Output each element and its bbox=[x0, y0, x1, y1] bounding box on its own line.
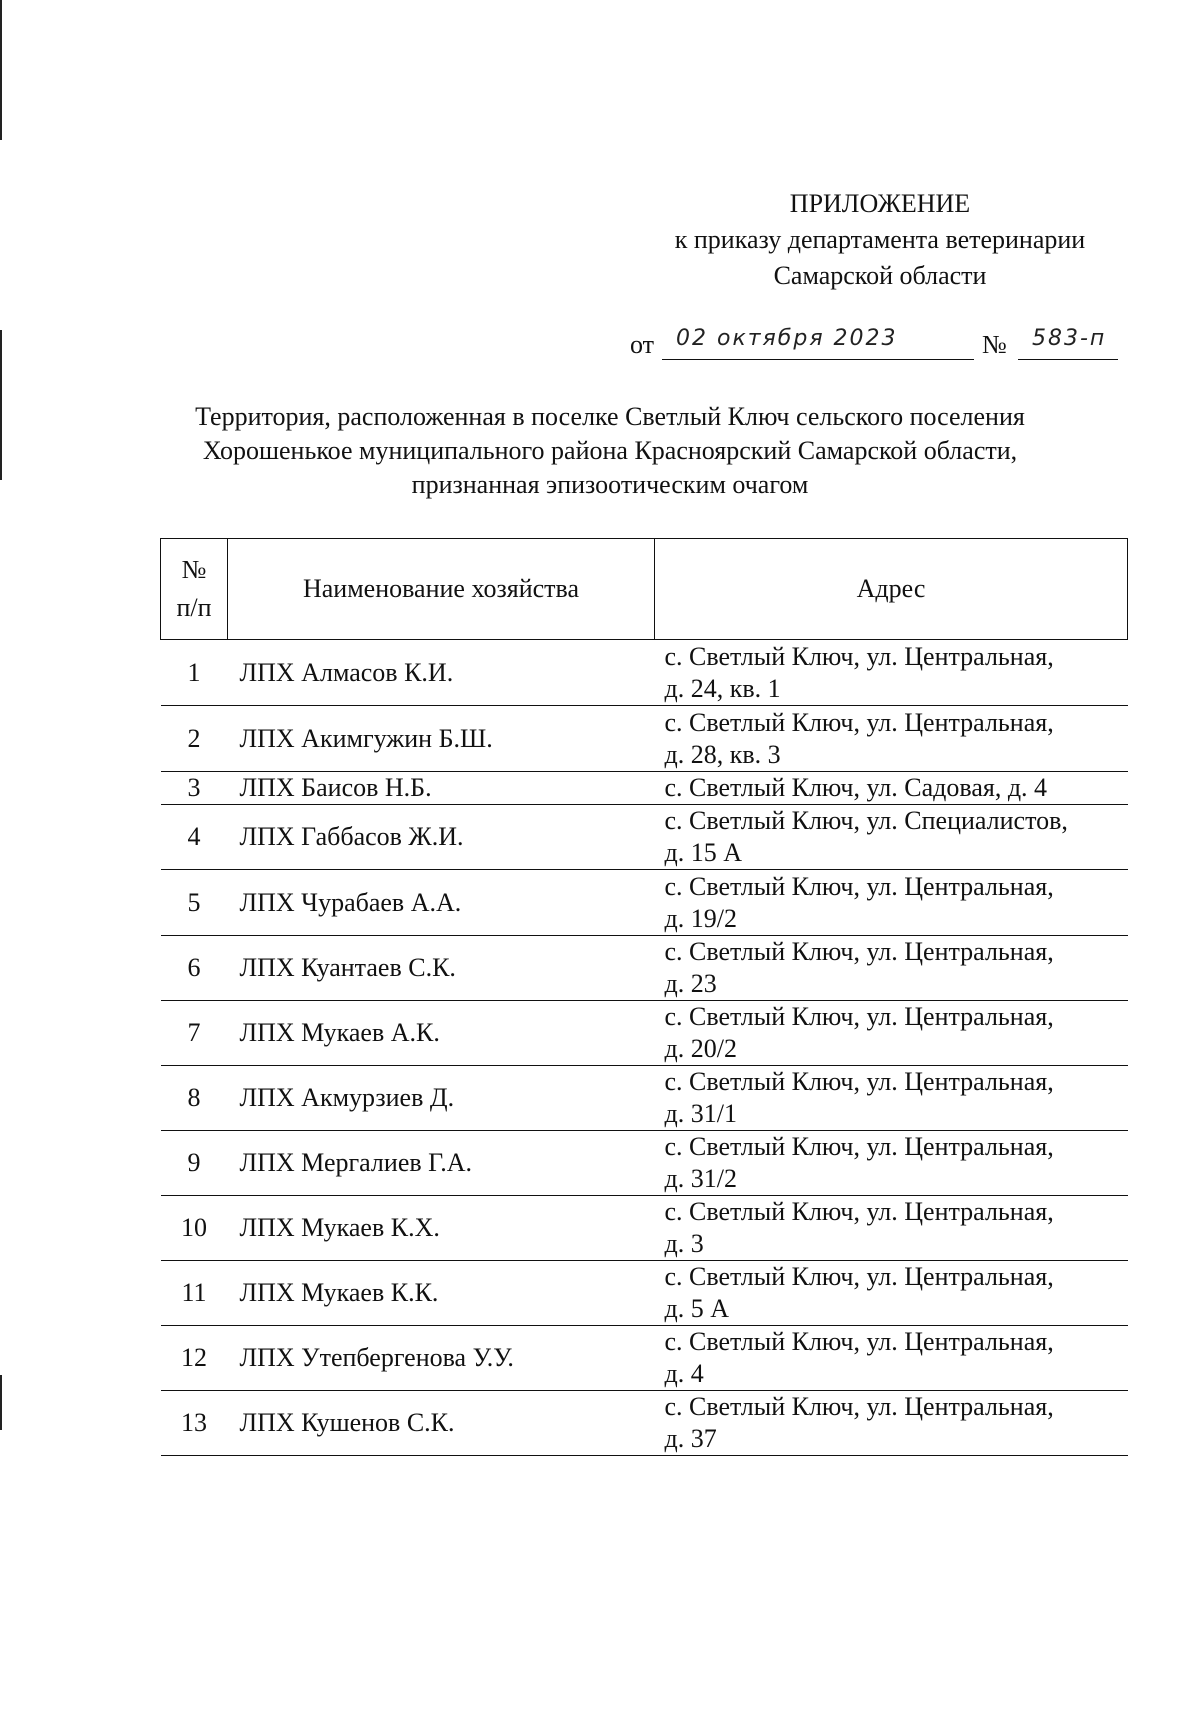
address-line: д. 23 bbox=[664, 969, 717, 998]
farm-address bbox=[655, 1131, 1128, 1196]
handwritten-number: 583-п bbox=[1018, 326, 1118, 360]
address-line: д. 28, кв. 3 bbox=[664, 739, 781, 769]
table-header-row bbox=[161, 539, 1128, 640]
address-line: д. 3 bbox=[664, 1229, 704, 1258]
header-address: Адрес bbox=[655, 539, 1128, 640]
scan-edge-mark bbox=[0, 330, 2, 480]
farm-address bbox=[655, 870, 1128, 936]
order-reference bbox=[630, 326, 1130, 370]
farm-address bbox=[655, 1001, 1128, 1066]
row-number: 1 bbox=[161, 640, 228, 706]
address-line: с. Светлый Ключ, ул. Центральная, bbox=[664, 937, 1054, 966]
farm-address bbox=[655, 1196, 1128, 1261]
appendix-title: ПРИЛОЖЕНИЕ bbox=[789, 189, 971, 218]
address-line: д. 31/2 bbox=[664, 1164, 737, 1193]
title-line: Хорошенькое муниципального района Красноярский Самарской области, bbox=[202, 436, 1018, 465]
header-number-sign: № bbox=[181, 555, 207, 584]
farm-address bbox=[655, 772, 1128, 805]
row-number: 5 bbox=[161, 870, 228, 936]
farm-name: ЛПХ Акмурзиев Д. bbox=[228, 1066, 655, 1131]
row-number: 3 bbox=[161, 772, 228, 805]
table-row bbox=[161, 936, 1128, 1001]
address-line: д. 5 А bbox=[664, 1294, 730, 1323]
farm-name: ЛПХ Баисов Н.Б. bbox=[228, 772, 655, 805]
row-number: 9 bbox=[161, 1131, 228, 1196]
table-row bbox=[161, 1001, 1128, 1066]
table-row bbox=[161, 1131, 1128, 1196]
row-number: 8 bbox=[161, 1066, 228, 1131]
appendix-region: Самарской области bbox=[773, 261, 987, 290]
row-number: 11 bbox=[161, 1261, 228, 1326]
table-row bbox=[161, 1391, 1128, 1456]
address-line: с. Светлый Ключ, ул. Центральная, bbox=[664, 1067, 1054, 1096]
row-number: 13 bbox=[161, 1391, 228, 1456]
date-prefix: от bbox=[630, 330, 655, 359]
address-line: с. Светлый Ключ, ул. Центральная, bbox=[664, 707, 1054, 737]
table-row bbox=[161, 772, 1128, 805]
address-line: д. 24, кв. 1 bbox=[664, 673, 781, 703]
farm-address bbox=[655, 1326, 1128, 1391]
address-line: с. Светлый Ключ, ул. Центральная, bbox=[664, 1197, 1054, 1226]
table-row bbox=[161, 640, 1128, 706]
table-row bbox=[161, 1326, 1128, 1391]
address-line: д. 37 bbox=[664, 1424, 717, 1453]
farm-address bbox=[655, 640, 1128, 706]
table-row bbox=[161, 1196, 1128, 1261]
appendix-subtitle: к приказу департамента ветеринарии bbox=[674, 225, 1086, 254]
address-line: д. 19/2 bbox=[664, 903, 737, 933]
document-title bbox=[130, 400, 1090, 502]
title-line: признанная эпизоотическим очагом bbox=[411, 470, 809, 499]
farm-address bbox=[655, 1391, 1128, 1456]
header-farm-name: Наименование хозяйства bbox=[228, 539, 655, 640]
table-row bbox=[161, 1261, 1128, 1326]
scan-edge-mark bbox=[0, 0, 2, 140]
table-row bbox=[161, 870, 1128, 936]
farm-address bbox=[655, 805, 1128, 870]
farm-name: ЛПХ Куантаев С.К. bbox=[228, 936, 655, 1001]
header-number-abbr: п/п bbox=[176, 593, 212, 622]
address-line: с. Светлый Ключ, ул. Центральная, bbox=[664, 871, 1054, 901]
farm-name: ЛПХ Утепбергенова У.У. bbox=[228, 1326, 655, 1391]
address-line: д. 15 А bbox=[664, 838, 743, 867]
farm-address bbox=[655, 936, 1128, 1001]
address-line: с. Светлый Ключ, ул. Центральная, bbox=[664, 1262, 1054, 1291]
row-number: 6 bbox=[161, 936, 228, 1001]
farm-name: ЛПХ Мукаев К.К. bbox=[228, 1261, 655, 1326]
header-number bbox=[161, 539, 228, 640]
row-number: 2 bbox=[161, 706, 228, 772]
address-line: д. 31/1 bbox=[664, 1099, 737, 1128]
farm-address bbox=[655, 1261, 1128, 1326]
row-number: 12 bbox=[161, 1326, 228, 1391]
farm-name: ЛПХ Акимгужин Б.Ш. bbox=[228, 706, 655, 772]
farm-address bbox=[655, 706, 1128, 772]
address-line: с. Светлый Ключ, ул. Центральная, bbox=[664, 1392, 1054, 1421]
address-line: с. Светлый Ключ, ул. Центральная, bbox=[664, 641, 1054, 671]
farm-name: ЛПХ Мукаев К.Х. bbox=[228, 1196, 655, 1261]
table-row bbox=[161, 706, 1128, 772]
farm-name: ЛПХ Кушенов С.К. bbox=[228, 1391, 655, 1456]
farm-address bbox=[655, 1066, 1128, 1131]
address-line: д. 20/2 bbox=[664, 1034, 737, 1063]
farm-name: ЛПХ Габбасов Ж.И. bbox=[228, 805, 655, 870]
scan-edge-mark bbox=[0, 1375, 2, 1430]
handwritten-date: 02 октября 2023 bbox=[662, 326, 974, 360]
farm-name: ЛПХ Мергалиев Г.А. bbox=[228, 1131, 655, 1196]
address-line: с. Светлый Ключ, ул. Центральная, bbox=[664, 1132, 1054, 1161]
farm-name: ЛПХ Чурабаев А.А. bbox=[228, 870, 655, 936]
row-number: 7 bbox=[161, 1001, 228, 1066]
address-line: с. Светлый Ключ, ул. Садовая, д. 4 bbox=[664, 773, 1048, 802]
table-row bbox=[161, 805, 1128, 870]
row-number: 10 bbox=[161, 1196, 228, 1261]
address-line: д. 4 bbox=[664, 1359, 704, 1388]
row-number: 4 bbox=[161, 805, 228, 870]
title-line: Территория, расположенная в поселке Светлый Ключ сельского поселения bbox=[195, 402, 1025, 431]
address-line: с. Светлый Ключ, ул. Центральная, bbox=[664, 1002, 1054, 1031]
appendix-header bbox=[640, 186, 1120, 294]
address-line: с. Светлый Ключ, ул. Специалистов, bbox=[664, 806, 1068, 835]
table-row bbox=[161, 1066, 1128, 1131]
number-prefix: № bbox=[982, 330, 1007, 359]
farms-table bbox=[160, 538, 1128, 1456]
farm-name: ЛПХ Мукаев А.К. bbox=[228, 1001, 655, 1066]
farm-name: ЛПХ Алмасов К.И. bbox=[228, 640, 655, 706]
table-body bbox=[161, 640, 1128, 1456]
address-line: с. Светлый Ключ, ул. Центральная, bbox=[664, 1327, 1054, 1356]
